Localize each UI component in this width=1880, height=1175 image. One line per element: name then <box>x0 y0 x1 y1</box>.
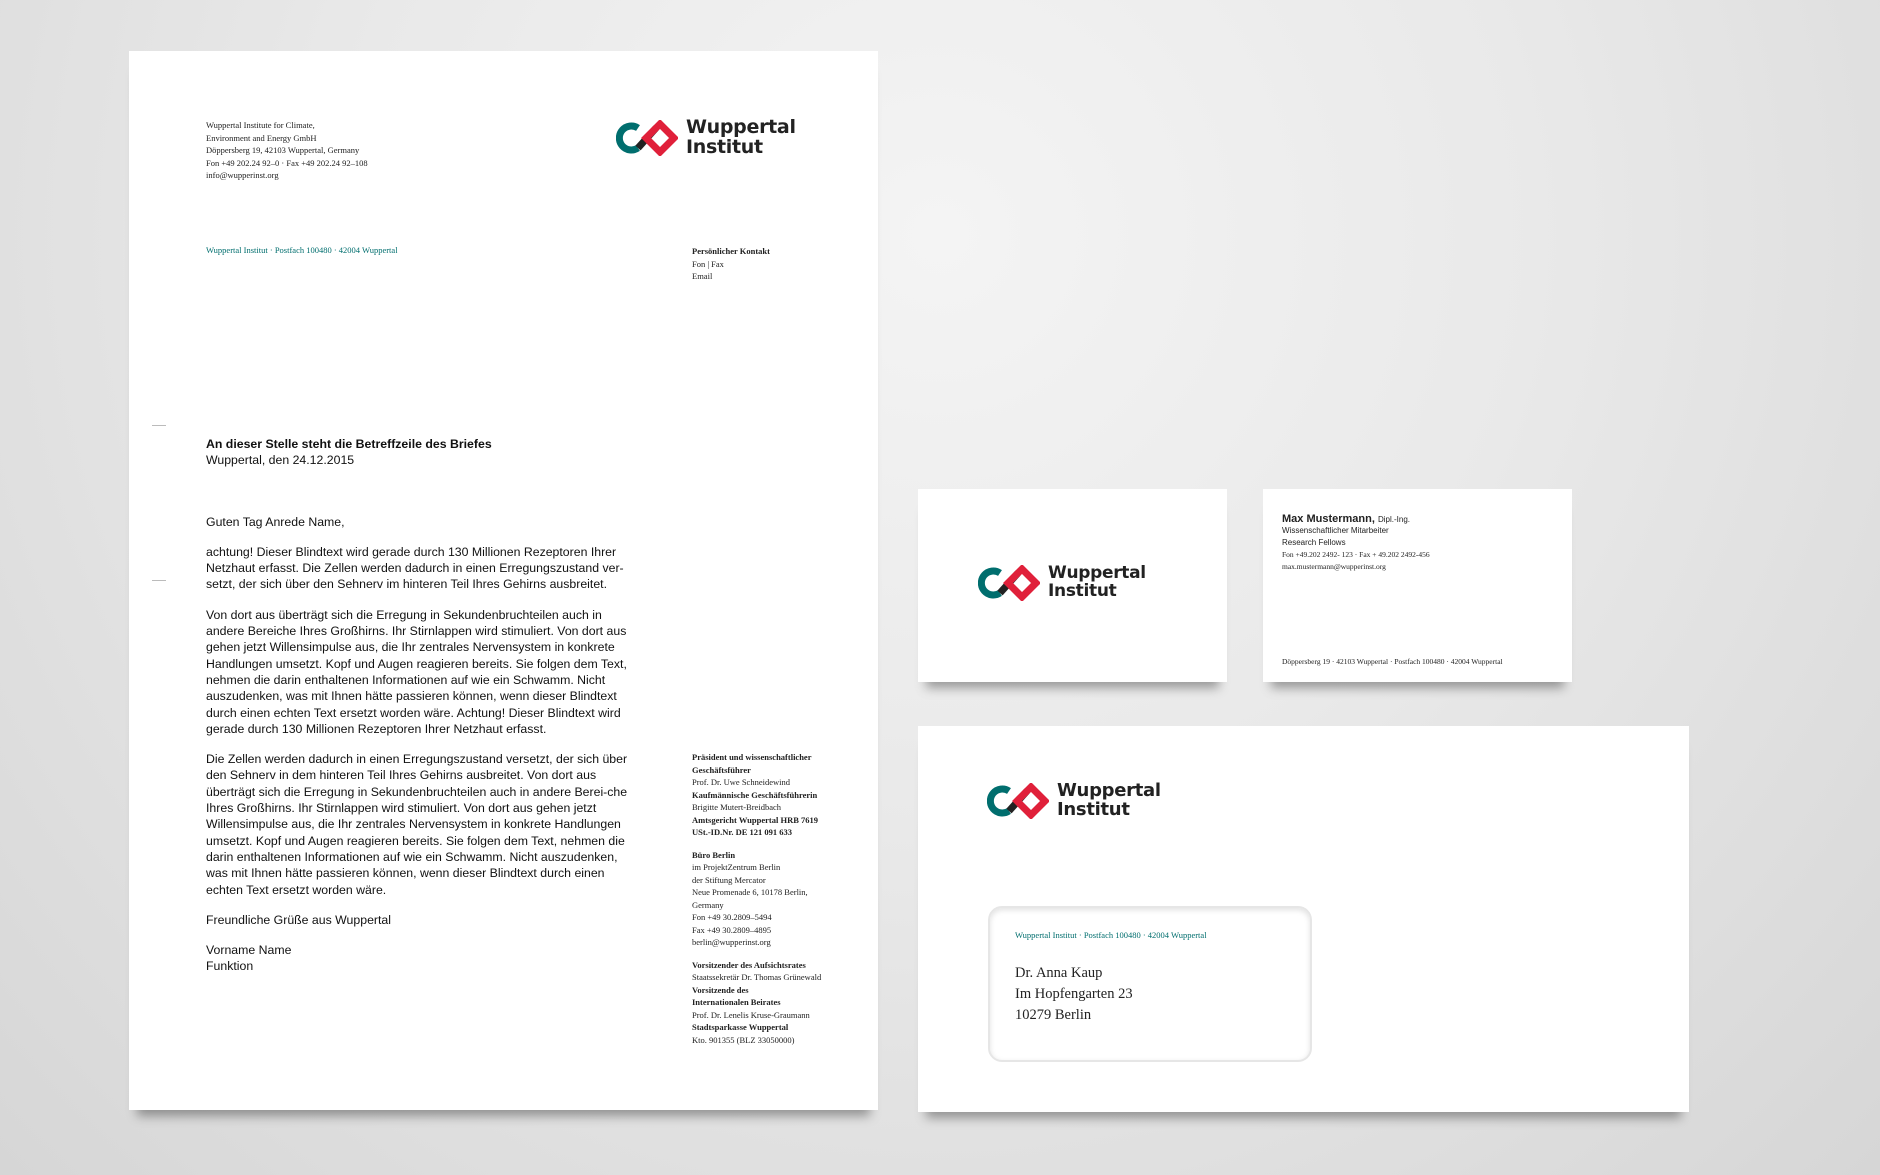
card-degree: Dipl.-Ing. <box>1377 515 1410 524</box>
sender-line: Wuppertal Institute for Climate, <box>206 120 315 130</box>
signature-role: Funktion <box>206 959 254 974</box>
business-card-front <box>918 489 1227 682</box>
logo-text-line2: Institut <box>686 135 763 158</box>
logo-text-line2: Institut <box>1048 581 1117 601</box>
card-phone: Fon +49.202 2492- 123 · Fax + 49.202 2492-456 <box>1282 550 1430 559</box>
fold-mark <box>152 580 166 581</box>
personal-contact <box>692 245 770 283</box>
sender-line: Environment and Energy GmbH <box>206 132 317 143</box>
sender-line: Fon +49 202.24 92–0 · Fax +49 202.24 92–108 <box>206 157 368 168</box>
logo-mark-icon <box>978 565 1040 601</box>
card-title: Wissenschaftlicher Mitarbeiter <box>1282 526 1389 535</box>
envelope <box>918 726 1689 1112</box>
logo-text-line1: Wuppertal <box>686 116 796 138</box>
footer-line: Kaufmännische Geschäftsführerin <box>692 789 818 800</box>
footer-line: Amtsgericht Wuppertal HRB 7619 <box>692 814 819 825</box>
footer-line: Prof. Dr. Lenelis Kruse-Graumann <box>692 1009 810 1020</box>
return-address: Wuppertal Institut · Postfach 100480 · 42004 Wuppertal <box>206 245 398 255</box>
signature-name: Vorname Name <box>206 943 292 958</box>
footer-line: Internationalen Beirates <box>692 997 781 1007</box>
footer-line: Stadtsparkasse Wuppertal <box>692 1022 789 1032</box>
card-name: Max Mustermann, <box>1282 513 1375 525</box>
footer-line <box>692 839 821 849</box>
card-address: Döppersberg 19 · 42103 Wuppertal · Postfach 100480 · 42004 Wuppertal <box>1282 657 1503 666</box>
footer-line: Fon +49 30.2809–5494 <box>692 912 772 922</box>
paragraph: Von dort aus überträgt sich die Erregung in Sekundenbruchteilen auch in andere Bereiche Ihres Großhirns. Ihr Stirnlappen wird stimuliert. Von dort aus gehen jetzt Willensimpulse aus, die Ihr zentrales Nervensystem in konkrete Handlungen umsetzt. Kopf und Augen reagieren bereits. Sie folgen dem Text, nehmen die darin enthaltenen Informationen auf wie ein Schwamm. Nicht auszudenken, was mit Ihnen hätte passieren können, wenn dieser Blindtext durch einen echten Text ersetzt worden wäre. Achtung! Dieser Blindtext wird gerade durch 130 Millionen Rezeptoren Ihrer Netzhaut erfasst. <box>206 607 627 736</box>
letter-body <box>206 436 641 975</box>
footer-line: USt.-ID.Nr. DE 121 091 633 <box>692 827 793 837</box>
brand-logo <box>978 565 1146 601</box>
fold-mark <box>152 425 166 426</box>
footer-line: Germany <box>692 899 724 910</box>
contact-line: Fon | Fax <box>692 258 724 269</box>
footer-line: Fax +49 30.2809–4895 <box>692 924 772 935</box>
brand-logo <box>616 118 796 158</box>
contact-title: Persönlicher Kontakt <box>692 246 770 256</box>
card-contact <box>1282 513 1430 573</box>
letter-date: Wuppertal, den 24.12.2015 <box>206 453 355 468</box>
salutation: Guten Tag Anrede Name, <box>206 514 345 529</box>
footer-line: Staatssekretär Dr. Thomas Grünewald <box>692 972 822 982</box>
sender-line: Döppersberg 19, 42103 Wuppertal, Germany <box>206 145 360 155</box>
footer-line <box>692 949 821 959</box>
card-email: max.mustermann@wupperinst.org <box>1282 562 1386 571</box>
footer-line: Vorsitzende des <box>692 984 749 995</box>
subject-line: An dieser Stelle steht die Betreffzeile des Briefes <box>206 437 492 451</box>
footer-line: Brigitte Mutert-Breidbach <box>692 802 781 812</box>
logo-mark-icon <box>987 783 1049 819</box>
sender-block <box>206 119 368 182</box>
card-role: Research Fellows <box>1282 538 1346 547</box>
contact-line: Email <box>692 271 713 281</box>
closing: Freundliche Grüße aus Wuppertal <box>206 912 391 927</box>
logo-text-line2: Institut <box>1057 798 1130 820</box>
footer-line: Neue Promenade 6, 10178 Berlin, <box>692 887 808 897</box>
recipient-street: Im Hopfengarten 23 <box>1015 986 1133 1002</box>
recipient-name: Dr. Anna Kaup <box>1015 965 1103 981</box>
recipient-address <box>1015 963 1133 1026</box>
brand-logo <box>987 782 1161 820</box>
footer-line: Präsident und wissenschaftlicher <box>692 752 812 762</box>
sender-line: info@wupperinst.org <box>206 170 279 180</box>
paragraph: Die Zellen werden dadurch in einen Erregungszustand versetzt, der sich über den Sehnerv in dem hinteren Teil Ihres Gehirns ausbreitet. Von dort aus überträgt sich die Erregung in Sekundenbruchteilen auch in andere Berei-che Ihres Großhirns. Ihr Stirnlappen wird stimuliert. Von dort aus gehen jetzt Willensimpulse aus, die Ihr zentrales Nervensystem in konkrete Handlungen umsetzt. Kopf und Augen reagieren bereits. Sie folgen dem Text, nehmen die darin enthaltenen Informationen auf wie ein Schwamm. Nicht auszudenken, was mit Ihnen hätte passieren können, wenn dieser Blindtext durch einen echten Text ersetzt worden wäre. <box>206 752 628 897</box>
footer-line: im ProjektZentrum Berlin <box>692 862 781 872</box>
footer-line: Büro Berlin <box>692 849 736 860</box>
footer-line: berlin@wupperinst.org <box>692 937 771 947</box>
logo-text-line1: Wuppertal <box>1057 780 1161 801</box>
letterhead-sheet <box>129 51 878 1110</box>
recipient-city: 10279 Berlin <box>1015 1007 1092 1023</box>
paragraph: achtung! Dieser Blindtext wird gerade durch 130 Millionen Rezeptoren Ihrer Netzhaut erfasst. Die Zellen werden dadurch in einen Erregungszustand ver-setzt, der sich über den Sehnerv im hinteren Teil Ihres Gehirns ausbreitet. <box>206 544 624 592</box>
logo-text-line1: Wuppertal <box>1048 563 1146 584</box>
envelope-window <box>988 906 1312 1062</box>
footer-line: Geschäftsführer <box>692 764 751 775</box>
business-card-back <box>1263 489 1572 682</box>
letter-footer <box>692 751 821 1046</box>
footer-line: Kto. 901355 (BLZ 33050000) <box>692 1034 795 1045</box>
logo-mark-icon <box>616 120 678 156</box>
envelope-return-address: Wuppertal Institut · Postfach 100480 · 42004 Wuppertal <box>1015 930 1207 940</box>
footer-line: Vorsitzender des Aufsichtsrates <box>692 959 806 970</box>
footer-line: der Stiftung Mercator <box>692 874 766 885</box>
footer-line: Prof. Dr. Uwe Schneidewind <box>692 777 790 787</box>
